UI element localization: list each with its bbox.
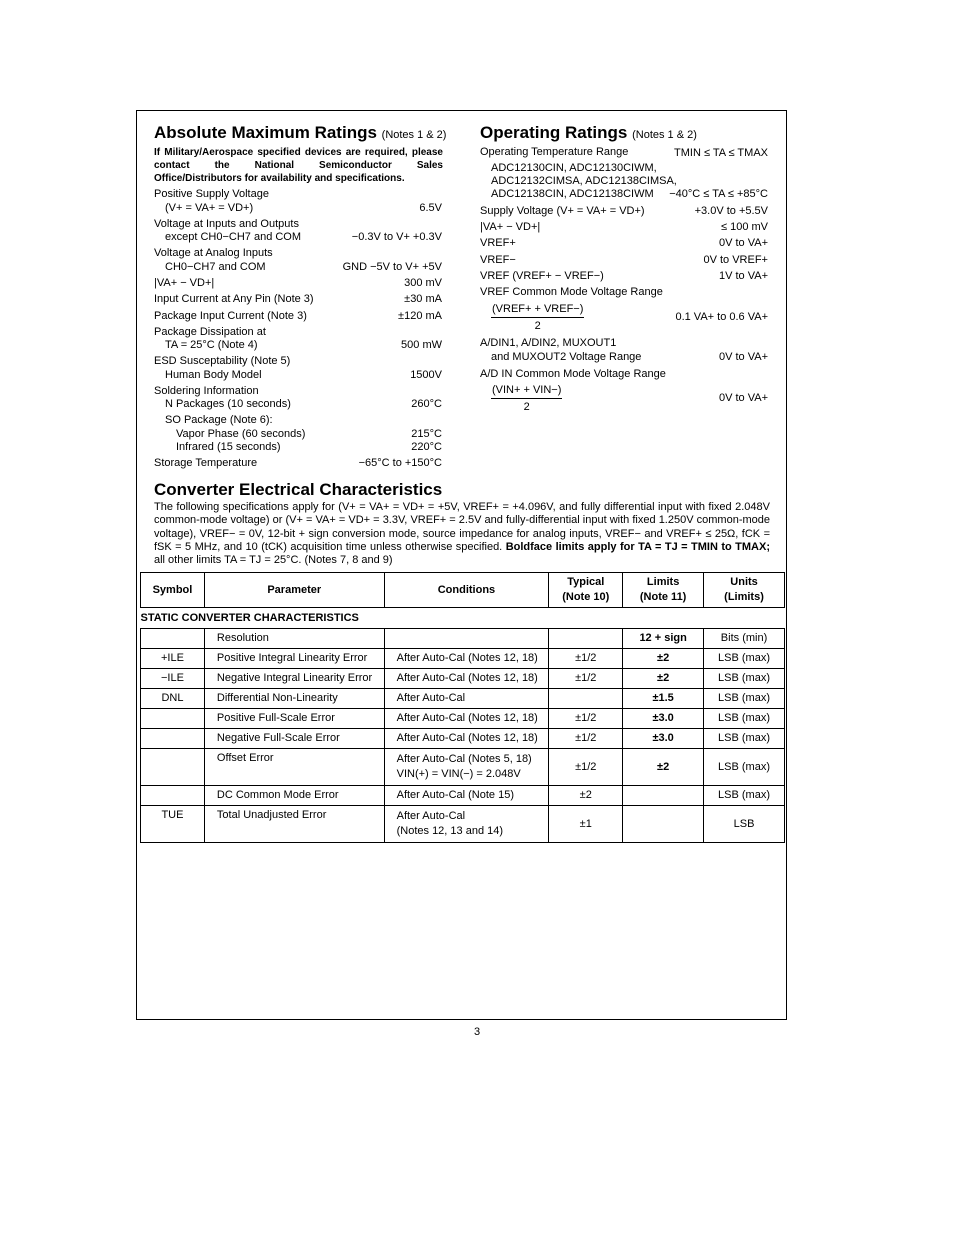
abs-r1-value: 6.5V	[419, 202, 442, 214]
row-symbol: +ILE	[141, 649, 205, 669]
abs-r5-value: ±30 mA	[404, 293, 442, 305]
op-r4-label: VREF+	[480, 237, 516, 249]
abs-r3-value: GND −5V to V+ +5V	[342, 261, 442, 273]
section-title: STATIC CONVERTER CHARACTERISTICS	[141, 608, 785, 629]
op-r7-denominator: 2	[534, 320, 541, 332]
military-warning: If Military/Aerospace specified devices are required, please contact the National Semiconductor Sales Office/Distributors for availability and specifications.	[154, 147, 443, 184]
row-units: LSB (max)	[704, 649, 785, 669]
row-limits: ±2	[623, 669, 704, 689]
op-r3-label: |VA+ − VD+|	[480, 221, 541, 233]
abs-r6-value: ±120 mA	[398, 310, 442, 322]
abs-r10-value1: 215°C	[411, 428, 442, 440]
abs-r10-value2: 220°C	[411, 441, 442, 453]
row-limits: ±1.5	[623, 689, 704, 709]
row-conditions	[384, 806, 549, 843]
row-limits: ±3.0	[623, 709, 704, 729]
row-units: LSB (max)	[704, 709, 785, 729]
row-units: LSB (max)	[704, 786, 785, 806]
page-frame	[136, 110, 787, 1020]
abs-r3-sub: CH0−CH7 and COM	[165, 261, 266, 273]
row-units: Bits (min)	[704, 629, 785, 649]
op-notes: (Notes 1 & 2)	[632, 129, 697, 141]
op-r3-value: ≤ 100 mV	[720, 221, 768, 233]
row-conditions: After Auto-Cal (Notes 12, 18)	[384, 669, 549, 689]
row-typical: ±1/2	[549, 669, 623, 689]
op-r2-label: Supply Voltage (V+ = VA+ = VD+)	[480, 205, 645, 217]
row-conditions: After Auto-Cal (Notes 12, 18)	[384, 709, 549, 729]
row-symbol: −ILE	[141, 669, 205, 689]
row-parameter: Positive Integral Linearity Error	[204, 649, 384, 669]
row-limits: ±3.0	[623, 729, 704, 749]
row-conditions-line2: VIN(+) = VIN(−) = 2.048V	[396, 768, 521, 780]
table-row	[141, 709, 785, 729]
op-r5-label: VREF−	[480, 254, 516, 266]
op-r2-value: +3.0V to +5.5V	[694, 205, 768, 217]
abs-r9-value: 260°C	[411, 398, 442, 410]
table-row	[141, 649, 785, 669]
col-typical-header: Typical (Note 10)	[549, 573, 623, 608]
cec-intro-end: all other limits TA = TJ = 25°C. (Notes 7, 8 and 9)	[154, 554, 393, 567]
abs-r10-label: SO Package (Note 6):	[165, 414, 273, 426]
row-typical	[549, 629, 623, 649]
row-conditions-line2: (Notes 12, 13 and 14)	[396, 825, 504, 837]
row-units: LSB (max)	[704, 689, 785, 709]
op-r1-line3: ADC12138CIN, ADC12138CIWM	[491, 188, 654, 200]
row-limits: ±2	[623, 749, 704, 786]
row-typical: ±1/2	[549, 649, 623, 669]
row-parameter: Resolution	[204, 629, 384, 649]
op-r1-line2: ADC12132CIMSA, ADC12138CIMSA,	[491, 175, 677, 187]
op-r8-value: 0V to VA+	[718, 351, 768, 363]
row-symbol	[141, 729, 205, 749]
abs-r2-sub: except CH0−CH7 and COM	[165, 231, 302, 243]
op-r7-value: 0.1 VA+ to 0.6 VA+	[675, 311, 768, 323]
col-units-header: Units (Limits)	[704, 573, 785, 608]
op-r9-denominator: 2	[523, 401, 530, 413]
row-conditions-line1: After Auto-Cal (Notes 5, 18)	[396, 753, 532, 765]
abs-r11-label: Storage Temperature	[154, 457, 258, 469]
row-conditions: After Auto-Cal	[384, 689, 549, 709]
col-conditions-header: Conditions	[384, 573, 549, 608]
cec-title: Converter Electrical Characteristics	[154, 480, 443, 499]
row-parameter: Negative Integral Linearity Error	[204, 669, 384, 689]
op-r9-fraction	[491, 384, 562, 413]
row-conditions: After Auto-Cal (Note 15)	[384, 786, 549, 806]
row-conditions: After Auto-Cal (Notes 12, 18)	[384, 729, 549, 749]
op-r8-label: A/DIN1, A/DIN2, MUXOUT1	[480, 337, 617, 349]
row-typical: ±2	[549, 786, 623, 806]
row-parameter: Negative Full-Scale Error	[204, 729, 384, 749]
op-r9-value: 0V to VA+	[718, 392, 768, 404]
section-row	[141, 608, 785, 629]
row-typical	[549, 689, 623, 709]
row-limits: 12 + sign	[623, 629, 704, 649]
op-heading	[480, 123, 697, 143]
row-conditions	[384, 629, 549, 649]
table-row	[141, 669, 785, 689]
col-symbol-header: Symbol	[141, 573, 205, 608]
table-header-row	[141, 573, 785, 608]
op-r7-numerator: (VREF+ + VREF−)	[491, 303, 584, 318]
op-r6-value: 1V to VA+	[718, 270, 768, 282]
op-r1-line3-value: −40°C ≤ TA ≤ +85°C	[669, 188, 768, 200]
abs-r4-value: 300 mV	[404, 277, 442, 289]
op-r4-value: 0V to VA+	[718, 237, 768, 249]
abs-r8-label: ESD Susceptability (Note 5)	[154, 355, 291, 367]
row-symbol	[141, 749, 205, 786]
row-parameter: Offset Error	[204, 749, 384, 786]
row-units: LSB (max)	[704, 729, 785, 749]
row-symbol	[141, 629, 205, 649]
row-limits	[623, 806, 704, 843]
op-r6-label: VREF (VREF+ − VREF−)	[480, 270, 604, 282]
row-units: LSB (max)	[704, 669, 785, 689]
row-typical: ±1/2	[549, 749, 623, 786]
cec-intro-boldface: Boldface limits apply for TA = TJ = TMIN to TMAX;	[505, 540, 770, 553]
table-row	[141, 786, 785, 806]
row-conditions	[384, 749, 549, 786]
abs-r9-label: Soldering Information	[154, 385, 259, 397]
abs-r7-label: Package Dissipation at	[154, 326, 266, 338]
row-symbol: DNL	[141, 689, 205, 709]
col-limits-header: Limits (Note 11)	[623, 573, 704, 608]
converter-characteristics-table	[140, 572, 785, 843]
abs-r7-value: 500 mW	[401, 339, 442, 351]
op-r8-sub: and MUXOUT2 Voltage Range	[491, 351, 642, 363]
row-units: LSB (max)	[704, 749, 785, 786]
col-parameter-header: Parameter	[204, 573, 384, 608]
row-symbol	[141, 786, 205, 806]
abs-r9-sub: N Packages (10 seconds)	[165, 398, 291, 410]
row-typical: ±1/2	[549, 729, 623, 749]
op-r1-label: Operating Temperature Range	[480, 146, 629, 158]
row-typical: ±1	[549, 806, 623, 843]
abs-r1-sub: (V+ = VA+ = VD+)	[165, 202, 254, 214]
row-limits: ±2	[623, 649, 704, 669]
row-parameter: DC Common Mode Error	[204, 786, 384, 806]
cec-intro	[154, 501, 770, 567]
table-row	[141, 629, 785, 649]
abs-r8-sub: Human Body Model	[165, 369, 262, 381]
abs-r7-sub: TA = 25°C (Note 4)	[165, 339, 258, 351]
row-conditions: After Auto-Cal (Notes 12, 18)	[384, 649, 549, 669]
table-row	[141, 689, 785, 709]
abs-r2-label: Voltage at Inputs and Outputs	[154, 218, 299, 230]
abs-max-title: Absolute Maximum Ratings	[154, 123, 377, 142]
op-r9-label: A/D IN Common Mode Voltage Range	[480, 368, 666, 380]
row-symbol	[141, 709, 205, 729]
table-row	[141, 749, 785, 786]
abs-r4-label: |VA+ − VD+|	[154, 277, 215, 289]
op-r7-label: VREF Common Mode Voltage Range	[480, 286, 663, 298]
op-r1-value: TMIN ≤ TA ≤ TMAX	[674, 147, 768, 159]
abs-max-heading	[154, 123, 446, 143]
abs-r10-sub2: Infrared (15 seconds)	[176, 441, 281, 453]
row-parameter: Positive Full-Scale Error	[204, 709, 384, 729]
row-parameter: Total Unadjusted Error	[204, 806, 384, 843]
op-r9-numerator: (VIN+ + VIN−)	[491, 384, 562, 399]
row-parameter: Differential Non-Linearity	[204, 689, 384, 709]
abs-r5-label: Input Current at Any Pin (Note 3)	[154, 293, 314, 305]
op-r5-value: 0V to VREF+	[703, 254, 768, 266]
abs-r11-value: −65°C to +150°C	[358, 457, 442, 469]
abs-r8-value: 1500V	[410, 369, 442, 381]
abs-r10-sub1: Vapor Phase (60 seconds)	[176, 428, 306, 440]
row-conditions-line1: After Auto-Cal	[396, 810, 466, 822]
row-units: LSB	[704, 806, 785, 843]
abs-r3-label: Voltage at Analog Inputs	[154, 247, 273, 259]
row-limits	[623, 786, 704, 806]
table-row	[141, 806, 785, 843]
abs-max-notes: (Notes 1 & 2)	[381, 129, 447, 141]
op-title: Operating Ratings	[480, 123, 628, 142]
abs-r2-value: −0.3V to V+ +0.3V	[351, 231, 442, 243]
cec-intro-text: The following specifications apply for (V+ = VA+ = VD+ = +5V, VREF+ = +4.096V, and fully differential input with fixed 2.048V common-mode voltage) or (V+ = VA+ = VD+ = 3.3V, VREF+ = 2.5V and fully-differential input with fixed 1.250V common-mode voltage), VREF− = 0V, 12-bit + sign conversion mode, source impedance for analog inputs, VREF− and VREF+ ≤ 25Ω, fCK = fSK = 5 MHz, and 10 (tCK) acquisition time unless otherwise specified.	[154, 501, 770, 553]
op-r7-fraction	[491, 303, 584, 332]
page-number: 3	[473, 1026, 481, 1038]
table-row	[141, 729, 785, 749]
row-symbol: TUE	[141, 806, 205, 843]
abs-r1-label: Positive Supply Voltage	[154, 188, 269, 200]
abs-r6-label: Package Input Current (Note 3)	[154, 310, 307, 322]
row-typical: ±1/2	[549, 709, 623, 729]
op-r1-line1: ADC12130CIN, ADC12130CIWM,	[491, 162, 657, 174]
